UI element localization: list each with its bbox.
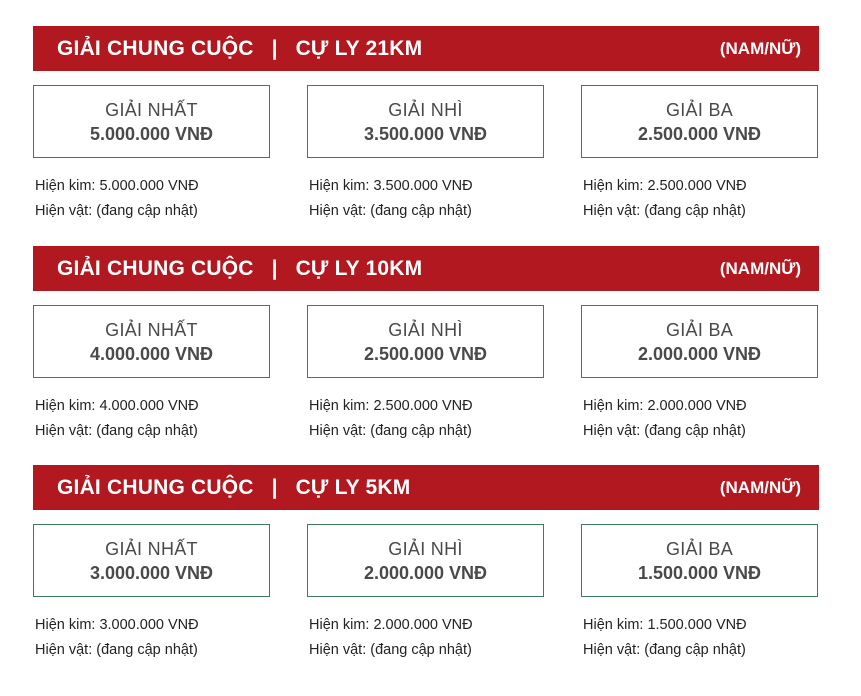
banner-separator: |: [271, 36, 278, 60]
prize-rank: GIẢI BA: [665, 538, 734, 559]
prize-section-5km: [0, 465, 861, 685]
prize-rank: GIẢI BA: [665, 99, 734, 120]
prize-amount: 2.000.000 VNĐ: [637, 343, 762, 364]
second-prize-box: [307, 524, 544, 597]
third-prize-details: [583, 613, 833, 663]
goods-prize-text: Hiện vật: (đang cập nhật): [583, 203, 746, 219]
goods-prize-text: Hiện vật: (đang cập nhật): [35, 203, 198, 219]
cash-prize-text: Hiện kim: 2.000.000 VNĐ: [309, 617, 473, 633]
prize-rank: GIẢI NHẤT: [105, 99, 198, 120]
first-prize-box: [33, 305, 270, 378]
second-prize-box: [307, 85, 544, 158]
cash-prize-text: Hiện kim: 3.500.000 VNĐ: [309, 178, 473, 194]
goods-prize-text: Hiện vật: (đang cập nhật): [583, 423, 746, 439]
prize-amount: 1.500.000 VNĐ: [637, 562, 762, 583]
prize-amount: 2.500.000 VNĐ: [637, 123, 762, 144]
cash-prize-text: Hiện kim: 2.500.000 VNĐ: [583, 178, 747, 194]
cash-prize-text: Hiện kim: 2.500.000 VNĐ: [309, 398, 473, 414]
third-prize-details: [583, 394, 833, 444]
section-banner: [33, 465, 819, 510]
first-prize-box: [33, 524, 270, 597]
goods-prize-text: Hiện vật: (đang cập nhật): [309, 642, 472, 658]
banner-distance: CỰ LY 10KM: [295, 256, 423, 280]
prize-rank: GIẢI NHẤT: [105, 538, 198, 559]
cash-prize-text: Hiện kim: 5.000.000 VNĐ: [35, 178, 199, 194]
section-banner: [33, 26, 819, 71]
banner-title: GIẢI CHUNG CUỘC: [57, 256, 254, 280]
prize-section-10km: [0, 246, 861, 466]
prize-amount: 4.000.000 VNĐ: [89, 343, 214, 364]
prize-rank: GIẢI NHÌ: [388, 538, 463, 559]
third-prize-box: [581, 524, 818, 597]
prize-amount: 2.500.000 VNĐ: [363, 343, 488, 364]
banner-title: GIẢI CHUNG CUỘC: [57, 36, 254, 60]
prize-rank: GIẢI BA: [665, 319, 734, 340]
goods-prize-text: Hiện vật: (đang cập nhật): [309, 203, 472, 219]
section-banner: [33, 246, 819, 291]
banner-title: GIẢI CHUNG CUỘC: [57, 475, 254, 499]
prize-amount: 2.000.000 VNĐ: [363, 562, 488, 583]
first-prize-details: [35, 613, 285, 663]
prize-section-21km: [0, 26, 861, 246]
goods-prize-text: Hiện vật: (đang cập nhật): [35, 423, 198, 439]
second-prize-details: [309, 174, 559, 224]
goods-prize-text: Hiện vật: (đang cập nhật): [309, 423, 472, 439]
goods-prize-text: Hiện vật: (đang cập nhật): [583, 642, 746, 658]
second-prize-details: [309, 394, 559, 444]
first-prize-box: [33, 85, 270, 158]
third-prize-box: [581, 305, 818, 378]
prize-amount: 5.000.000 VNĐ: [89, 123, 214, 144]
cash-prize-text: Hiện kim: 3.000.000 VNĐ: [35, 617, 199, 633]
first-prize-details: [35, 394, 285, 444]
prize-rank: GIẢI NHÌ: [388, 319, 463, 340]
prize-rank: GIẢI NHẤT: [105, 319, 198, 340]
cash-prize-text: Hiện kim: 4.000.000 VNĐ: [35, 398, 199, 414]
cash-prize-text: Hiện kim: 1.500.000 VNĐ: [583, 617, 747, 633]
banner-separator: |: [271, 256, 278, 280]
prize-amount: 3.500.000 VNĐ: [363, 123, 488, 144]
prize-amount: 3.000.000 VNĐ: [89, 562, 214, 583]
prize-rank: GIẢI NHÌ: [388, 99, 463, 120]
first-prize-details: [35, 174, 285, 224]
third-prize-box: [581, 85, 818, 158]
banner-gender: (NAM/NỮ): [719, 258, 801, 278]
third-prize-details: [583, 174, 833, 224]
cash-prize-text: Hiện kim: 2.000.000 VNĐ: [583, 398, 747, 414]
banner-separator: |: [271, 475, 278, 499]
banner-gender: (NAM/NỮ): [719, 38, 801, 58]
banner-distance: CỰ LY 5KM: [295, 475, 411, 499]
second-prize-details: [309, 613, 559, 663]
banner-gender: (NAM/NỮ): [719, 477, 801, 497]
goods-prize-text: Hiện vật: (đang cập nhật): [35, 642, 198, 658]
banner-distance: CỰ LY 21KM: [295, 36, 423, 60]
second-prize-box: [307, 305, 544, 378]
